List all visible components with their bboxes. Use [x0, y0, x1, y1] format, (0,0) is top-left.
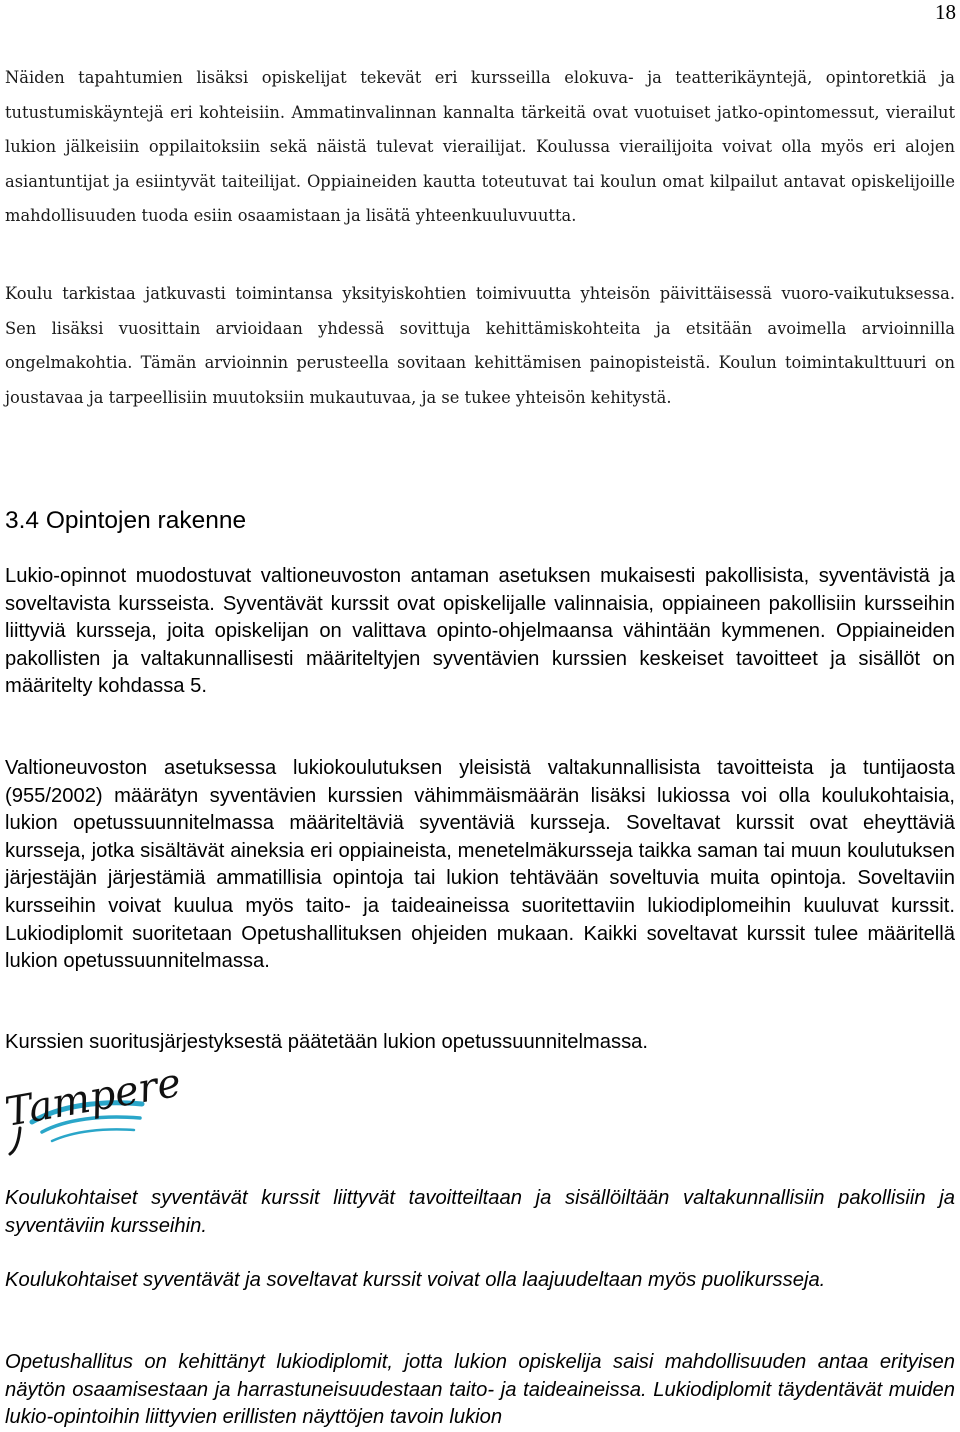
tampere-logo-graphic: [1, 1059, 185, 1158]
paragraph-course-order: Kurssien suoritusjärjestyksestä päätetään lukion opetussuunnitelmassa.: [5, 1031, 648, 1053]
tampere-logo-text: Tampere: [1, 1059, 185, 1136]
paragraph-evaluation: Koulu tarkistaa jatkuvasti toimintansa yksityiskohtien toimivuutta yhteisön päivittäisessä vuoro-vaikutuksessa. Sen lisäksi vuosittain arvioidaan yhdessä sovittuja kehittämiskohteita ja etsitään avoimella arvioinnilla ongelmakohtia. Tämän arvioinnin perusteella sovitaan kehittämisen painopisteistä. Koulun toimintakulttuuri on joustavaa ja tarpeellisiin muutoksiin mukautuvaa, ja se tukee yhteisön kehitystä.: [5, 284, 955, 407]
paragraph-applied-courses: Valtioneuvoston asetuksessa lukiokoulutuksen yleisistä valtakunnallisista tavoitteista ja tuntijaosta (955/2002) määrätyn syventävien kurssien vähimmäismäärän lisäksi lukiossa voi olla koulukohtaisia, lukion opetussuunnitelmassa määriteltäviä syventäviä kursseja. Soveltavat kurssit ovat eheyttäviä kursseja, jotka sisältävät aineksia eri oppiaineista, menetelmäkursseja taikka saman tai muun koulutuksen järjestäjän järjestämiä ammatillisia opintoja tai lukion tehtävään soveltuvia muita opintoja. Soveltaviin kursseihin voivat kuulua myös taito- ja taideaineissa suoritettaviin lukiodiplomeihin kuuluvat kurssit. Lukiodiplomit suoritetaan Opetushallituksen ohjeiden mukaan. Kaikki soveltavat kurssit tulee määritellä lukion opetussuunnitelmassa.: [5, 757, 955, 973]
paragraph-events: Näiden tapahtumien lisäksi opiskelijat tekevät eri kursseilla elokuva- ja teatterikäyntejä, opintoretkiä ja tutustumiskäyntejä eri kohteisiin. Ammatinvalinnan kannalta tärkeitä ovat vuotuiset jatko-opintomessut, vierailut lukion jälkeisiin oppilaitoksiin sekä näistä tulevat vierailijat. Koulussa vierailijoita voivat olla myös eri alojen asiantuntijat ja esiintyvät taiteilijat. Oppiaineiden kautta toteutuvat tai koulun omat kilpailut antavat opiskelijoille mahdollisuuden tuoda esiin osaamistaan ja lisätä yhteenkuuluvuutta.: [5, 68, 955, 225]
tampere-logo: [1, 1059, 185, 1158]
paragraph-course-structure: Lukio-opinnot muodostuvat valtioneuvoston antaman asetuksen mukaisesti pakollisista, syventävistä ja soveltavista kursseista. Syventävät kurssit ovat opiskelijalle valinnaisia, oppiaineen pakollisiin kursseihin liittyviä kursseja, joita opiskelijan on valittava opinto-ohjelmaansa vähintään kymmenen. Oppiaineiden pakollisten ja valtakunnallisesti määriteltyjen syventävien kurssien keskeiset tavoitteet ja sisällöt on määritelty kohdassa 5.: [5, 565, 955, 698]
note-local-deepening: Koulukohtaiset syventävät kurssit liittyvät tavoitteiltaan ja sisällöiltään valtakunnallisiin pakollisiin ja syventäviin kursseihin.: [5, 1187, 955, 1237]
note-half-courses: Koulukohtaiset syventävät ja soveltavat kurssit voivat olla laajuudeltaan myös puolikursseja.: [5, 1269, 826, 1291]
section-heading: 3.4 Opintojen rakenne: [5, 507, 247, 534]
page-number: 18: [935, 0, 956, 24]
note-lukiodiplomit: Opetushallitus on kehittänyt lukiodiplomit, jotta lukion opiskelija saisi mahdollisuuden antaa erityisen näytön osaamisestaan ja harrastuneisuudestaan taito- ja taideaineissa. Lukiodiplomit täydentävät muiden lukio-opintoihin liittyvien erillisten näyttöjen tavoin lukion: [5, 1351, 955, 1429]
